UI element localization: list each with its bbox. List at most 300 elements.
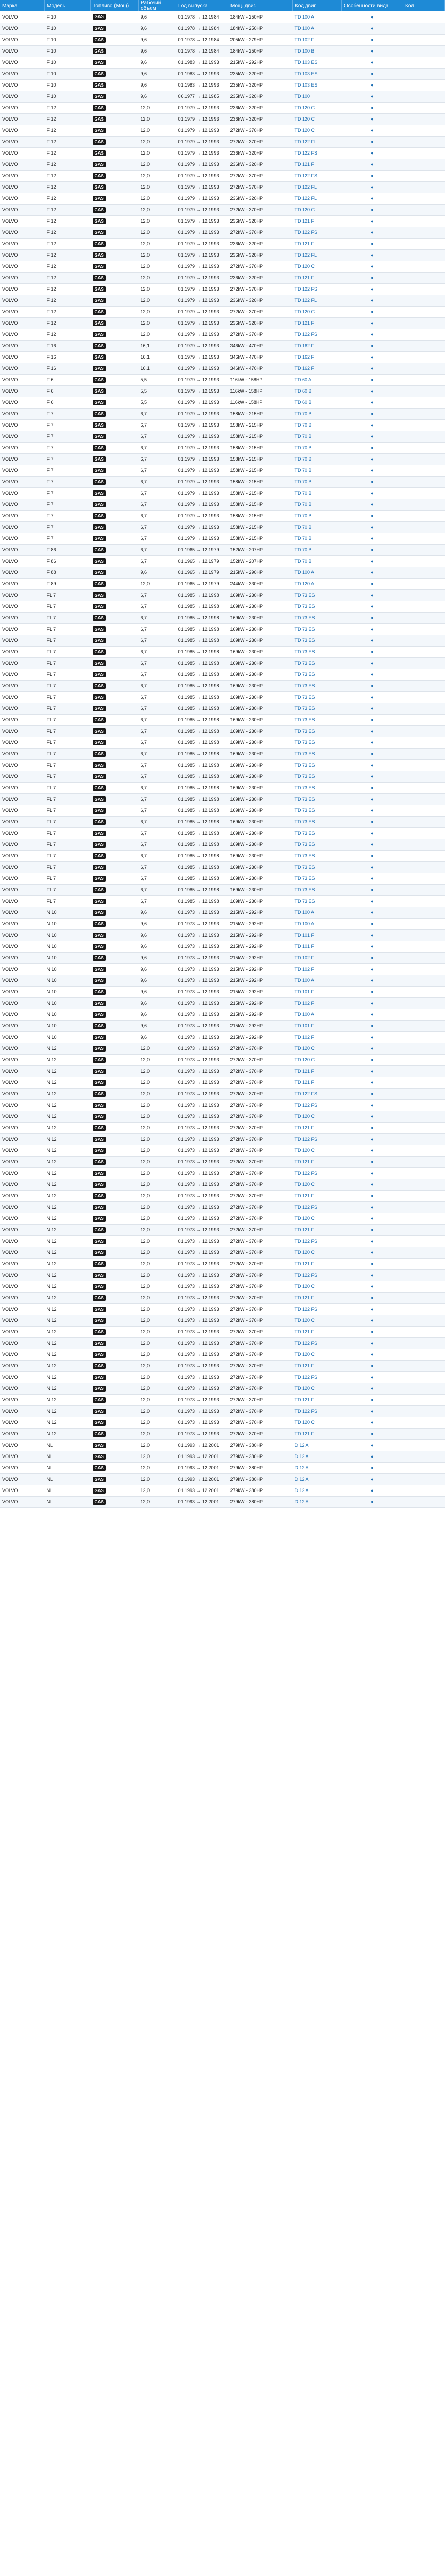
- fuel-cell: [91, 691, 139, 703]
- fuel-badge: GAS: [93, 275, 106, 281]
- table-row: [0, 1428, 445, 1439]
- marker-cell: ●: [342, 703, 403, 714]
- fuel-badge: GAS: [93, 1239, 106, 1244]
- table-row: [0, 408, 445, 419]
- volume-cell: 12,0: [139, 1417, 176, 1428]
- power-cell: 236kW - 320HP: [228, 215, 293, 227]
- engine-code-cell: TD 73 ES: [293, 635, 342, 646]
- volume-cell: 12,0: [139, 1473, 176, 1485]
- note-cell: [403, 601, 445, 612]
- year-cell: 01.1978 → 12.1984: [176, 23, 228, 34]
- year-cell: 01.1979 → 12.1993: [176, 397, 228, 408]
- year-cell: 01.1985 → 12.1998: [176, 657, 228, 669]
- power-cell: 236kW - 320HP: [228, 113, 293, 125]
- volume-cell: 5,5: [139, 385, 176, 397]
- power-cell: 169kW - 230HP: [228, 703, 293, 714]
- note-cell: [403, 805, 445, 816]
- fuel-cell: [91, 340, 139, 351]
- power-cell: 169kW - 230HP: [228, 691, 293, 703]
- note-cell: [403, 793, 445, 805]
- model-cell: FL 7: [45, 680, 91, 691]
- fuel-cell: [91, 1111, 139, 1122]
- marker-cell: ●: [342, 45, 403, 57]
- engine-code-cell: TD 73 ES: [293, 623, 342, 635]
- year-cell: 01.1973 → 12.1993: [176, 986, 228, 997]
- note-cell: [403, 929, 445, 941]
- year-cell: 01.1985 → 12.1998: [176, 873, 228, 884]
- marker-cell: ●: [342, 816, 403, 827]
- marker-cell: ●: [342, 1383, 403, 1394]
- engine-code-cell: TD 73 ES: [293, 703, 342, 714]
- table-row: [0, 680, 445, 691]
- marker-cell: ●: [342, 1428, 403, 1439]
- model-cell: N 12: [45, 1133, 91, 1145]
- brand-cell: VOLVO: [0, 249, 45, 261]
- brand-cell: VOLVO: [0, 1111, 45, 1122]
- note-cell: [403, 1485, 445, 1496]
- fuel-badge: GAS: [93, 1125, 106, 1131]
- volume-cell: 6,7: [139, 793, 176, 805]
- brand-cell: VOLVO: [0, 215, 45, 227]
- fuel-cell: [91, 113, 139, 125]
- marker-cell: ●: [342, 272, 403, 283]
- fuel-cell: [91, 1485, 139, 1496]
- engine-code-cell: TD 122 FS: [293, 329, 342, 340]
- power-cell: 272kW - 370HP: [228, 283, 293, 295]
- table-row: [0, 1292, 445, 1303]
- engine-code-cell: D 12 A: [293, 1473, 342, 1485]
- power-cell: 215kW - 292HP: [228, 1020, 293, 1031]
- engine-code-cell: TD 121 F: [293, 238, 342, 249]
- year-cell: 01.1973 → 12.1993: [176, 1281, 228, 1292]
- year-cell: 01.1973 → 12.1993: [176, 1349, 228, 1360]
- volume-cell: 12,0: [139, 1349, 176, 1360]
- brand-cell: VOLVO: [0, 691, 45, 703]
- table-row: [0, 601, 445, 612]
- note-cell: [403, 57, 445, 68]
- engine-code-cell: TD 73 ES: [293, 657, 342, 669]
- fuel-badge: GAS: [93, 207, 106, 213]
- year-cell: 01.1985 → 12.1998: [176, 816, 228, 827]
- fuel-cell: [91, 442, 139, 453]
- power-cell: 272kW - 370HP: [228, 1099, 293, 1111]
- power-cell: 272kW - 370HP: [228, 1088, 293, 1099]
- fuel-badge: GAS: [93, 967, 106, 972]
- volume-cell: 6,7: [139, 691, 176, 703]
- volume-cell: 12,0: [139, 1077, 176, 1088]
- fuel-cell: [91, 181, 139, 193]
- marker-cell: ●: [342, 215, 403, 227]
- fuel-badge: GAS: [93, 298, 106, 303]
- fuel-cell: [91, 1099, 139, 1111]
- volume-cell: 6,7: [139, 465, 176, 476]
- fuel-cell: [91, 45, 139, 57]
- model-cell: F 89: [45, 578, 91, 589]
- note-cell: [403, 873, 445, 884]
- model-cell: F 7: [45, 533, 91, 544]
- engine-code-cell: TD 121 F: [293, 1394, 342, 1405]
- brand-cell: VOLVO: [0, 884, 45, 895]
- model-cell: N 10: [45, 929, 91, 941]
- table-row: [0, 419, 445, 431]
- note-cell: [403, 317, 445, 329]
- table-row: [0, 759, 445, 771]
- note-cell: [403, 465, 445, 476]
- year-cell: 01.1979 → 12.1993: [176, 147, 228, 159]
- marker-cell: ●: [342, 385, 403, 397]
- table-row: [0, 669, 445, 680]
- table-row: [0, 1462, 445, 1473]
- engine-code-cell: TD 121 F: [293, 215, 342, 227]
- fuel-badge: GAS: [93, 1409, 106, 1414]
- model-cell: N 10: [45, 952, 91, 963]
- power-cell: 272kW - 370HP: [228, 1190, 293, 1201]
- engine-code-cell: TD 120 C: [293, 1145, 342, 1156]
- model-cell: F 7: [45, 419, 91, 431]
- engine-code-cell: TD 102 F: [293, 1031, 342, 1043]
- year-cell: 01.1985 → 12.1998: [176, 623, 228, 635]
- fuel-cell: [91, 1371, 139, 1383]
- engine-code-cell: TD 121 F: [293, 1077, 342, 1088]
- fuel-badge: GAS: [93, 558, 106, 564]
- power-cell: 169kW - 230HP: [228, 714, 293, 725]
- fuel-badge: GAS: [93, 978, 106, 984]
- year-cell: 01.1993 → 12.2001: [176, 1439, 228, 1451]
- brand-cell: VOLVO: [0, 816, 45, 827]
- volume-cell: 12,0: [139, 1167, 176, 1179]
- brand-cell: VOLVO: [0, 283, 45, 295]
- power-cell: 236kW - 320HP: [228, 272, 293, 283]
- table-row: [0, 1043, 445, 1054]
- marker-cell: ●: [342, 635, 403, 646]
- fuel-badge: GAS: [93, 808, 106, 814]
- brand-cell: VOLVO: [0, 952, 45, 963]
- marker-cell: ●: [342, 1099, 403, 1111]
- power-cell: 279kW - 380HP: [228, 1462, 293, 1473]
- model-cell: N 12: [45, 1428, 91, 1439]
- fuel-badge: GAS: [93, 1443, 106, 1448]
- brand-cell: VOLVO: [0, 1428, 45, 1439]
- engine-code-cell: TD 121 F: [293, 1065, 342, 1077]
- marker-cell: ●: [342, 159, 403, 170]
- power-cell: 272kW - 370HP: [228, 1167, 293, 1179]
- table-row: [0, 567, 445, 578]
- brand-cell: VOLVO: [0, 499, 45, 510]
- year-cell: 01.1973 → 12.1993: [176, 1167, 228, 1179]
- year-cell: 01.1979 → 12.1993: [176, 125, 228, 136]
- power-cell: 272kW - 370HP: [228, 204, 293, 215]
- volume-cell: 12,0: [139, 306, 176, 317]
- brand-cell: VOLVO: [0, 1349, 45, 1360]
- fuel-cell: [91, 272, 139, 283]
- power-cell: 272kW - 370HP: [228, 1383, 293, 1394]
- fuel-badge: GAS: [93, 252, 106, 258]
- year-cell: 01.1979 → 12.1993: [176, 283, 228, 295]
- engine-code-cell: TD 73 ES: [293, 669, 342, 680]
- note-cell: [403, 691, 445, 703]
- note-cell: [403, 419, 445, 431]
- volume-cell: 12,0: [139, 1213, 176, 1224]
- engine-code-cell: TD 122 FS: [293, 1235, 342, 1247]
- fuel-badge: GAS: [93, 1341, 106, 1346]
- model-cell: N 10: [45, 975, 91, 986]
- table-row: [0, 578, 445, 589]
- marker-cell: ●: [342, 941, 403, 952]
- brand-cell: VOLVO: [0, 408, 45, 419]
- note-cell: [403, 669, 445, 680]
- power-cell: 272kW - 370HP: [228, 136, 293, 147]
- marker-cell: ●: [342, 249, 403, 261]
- marker-cell: ●: [342, 1043, 403, 1054]
- fuel-badge: GAS: [93, 116, 106, 122]
- model-cell: F 7: [45, 408, 91, 419]
- volume-cell: 9,6: [139, 68, 176, 79]
- note-cell: [403, 1462, 445, 1473]
- power-cell: 169kW - 230HP: [228, 635, 293, 646]
- note-cell: [403, 68, 445, 79]
- volume-cell: 6,7: [139, 827, 176, 839]
- fuel-badge: GAS: [93, 434, 106, 439]
- note-cell: [403, 1371, 445, 1383]
- note-cell: [403, 385, 445, 397]
- fuel-badge: GAS: [93, 264, 106, 269]
- year-cell: 01.1979 → 12.1993: [176, 272, 228, 283]
- note-cell: [403, 193, 445, 204]
- marker-cell: ●: [342, 1111, 403, 1122]
- table-row: [0, 907, 445, 918]
- fuel-badge: GAS: [93, 1069, 106, 1074]
- table-row: [0, 1235, 445, 1247]
- power-cell: 272kW - 370HP: [228, 1111, 293, 1122]
- fuel-badge: GAS: [93, 1307, 106, 1312]
- year-cell: 01.1973 → 12.1993: [176, 1179, 228, 1190]
- marker-cell: ●: [342, 623, 403, 635]
- fuel-badge: GAS: [93, 513, 106, 519]
- model-cell: F 12: [45, 181, 91, 193]
- fuel-badge: GAS: [93, 354, 106, 360]
- fuel-badge: GAS: [93, 1091, 106, 1097]
- volume-cell: 12,0: [139, 295, 176, 306]
- brand-cell: VOLVO: [0, 737, 45, 748]
- year-cell: 01.1979 → 12.1993: [176, 159, 228, 170]
- marker-cell: ●: [342, 1201, 403, 1213]
- note-cell: [403, 1337, 445, 1349]
- fuel-cell: [91, 91, 139, 102]
- note-cell: [403, 1428, 445, 1439]
- power-cell: 272kW - 370HP: [228, 1337, 293, 1349]
- fuel-badge: GAS: [93, 1273, 106, 1278]
- volume-cell: 9,6: [139, 91, 176, 102]
- note-cell: [403, 827, 445, 839]
- table-row: [0, 159, 445, 170]
- table-row: [0, 1099, 445, 1111]
- year-cell: 01.1978 → 12.1984: [176, 34, 228, 45]
- fuel-cell: [91, 249, 139, 261]
- table-row: [0, 816, 445, 827]
- power-cell: 279kW - 380HP: [228, 1485, 293, 1496]
- note-cell: [403, 102, 445, 113]
- power-cell: 272kW - 370HP: [228, 1303, 293, 1315]
- note-cell: [403, 1315, 445, 1326]
- power-cell: 272kW - 370HP: [228, 1043, 293, 1054]
- model-cell: FL 7: [45, 759, 91, 771]
- year-cell: 01.1973 → 12.1993: [176, 1077, 228, 1088]
- table-row: [0, 68, 445, 79]
- brand-cell: VOLVO: [0, 113, 45, 125]
- marker-cell: ●: [342, 431, 403, 442]
- brand-cell: VOLVO: [0, 1043, 45, 1054]
- fuel-cell: [91, 589, 139, 601]
- fuel-badge: GAS: [93, 479, 106, 485]
- volume-cell: 16,1: [139, 351, 176, 363]
- brand-cell: VOLVO: [0, 306, 45, 317]
- volume-cell: 12,0: [139, 1065, 176, 1077]
- model-cell: N 12: [45, 1383, 91, 1394]
- brand-cell: VOLVO: [0, 1485, 45, 1496]
- table-row: [0, 1224, 445, 1235]
- power-cell: 158kW - 215HP: [228, 442, 293, 453]
- year-cell: 01.1985 → 12.1998: [176, 771, 228, 782]
- volume-cell: 6,7: [139, 476, 176, 487]
- brand-cell: VOLVO: [0, 1133, 45, 1145]
- note-cell: [403, 771, 445, 782]
- fuel-badge: GAS: [93, 1329, 106, 1335]
- power-cell: 215kW - 292HP: [228, 986, 293, 997]
- year-cell: 01.1978 → 12.1984: [176, 11, 228, 23]
- power-cell: 279kW - 380HP: [228, 1473, 293, 1485]
- note-cell: [403, 113, 445, 125]
- marker-cell: ●: [342, 170, 403, 181]
- engine-code-cell: TD 73 ES: [293, 873, 342, 884]
- engine-code-cell: TD 101 F: [293, 941, 342, 952]
- marker-cell: ●: [342, 1133, 403, 1145]
- engine-code-cell: TD 120 A: [293, 578, 342, 589]
- year-cell: 01.1979 → 12.1993: [176, 442, 228, 453]
- model-cell: FL 7: [45, 827, 91, 839]
- note-cell: [403, 748, 445, 759]
- table-row: [0, 351, 445, 363]
- note-cell: [403, 555, 445, 567]
- table-row: [0, 1111, 445, 1122]
- marker-cell: ●: [342, 1258, 403, 1269]
- fuel-cell: [91, 703, 139, 714]
- brand-cell: VOLVO: [0, 147, 45, 159]
- engine-code-cell: TD 162 F: [293, 351, 342, 363]
- engine-code-cell: TD 122 FS: [293, 1337, 342, 1349]
- marker-cell: ●: [342, 238, 403, 249]
- engine-code-cell: TD 121 F: [293, 1156, 342, 1167]
- power-cell: 158kW - 215HP: [228, 487, 293, 499]
- volume-cell: 9,6: [139, 975, 176, 986]
- fuel-cell: [91, 23, 139, 34]
- marker-cell: ●: [342, 1179, 403, 1190]
- note-cell: [403, 1281, 445, 1292]
- fuel-badge: GAS: [93, 649, 106, 655]
- fuel-badge: GAS: [93, 762, 106, 768]
- volume-cell: 12,0: [139, 1439, 176, 1451]
- fuel-badge: GAS: [93, 105, 106, 111]
- engine-code-cell: TD 70 B: [293, 419, 342, 431]
- model-cell: N 12: [45, 1213, 91, 1224]
- marker-cell: ●: [342, 1122, 403, 1133]
- engine-code-cell: TD 100: [293, 91, 342, 102]
- year-cell: 01.1979 → 12.1993: [176, 385, 228, 397]
- column-header: Особенности вида: [342, 0, 403, 11]
- fuel-cell: [91, 1179, 139, 1190]
- note-cell: [403, 1247, 445, 1258]
- fuel-cell: [91, 850, 139, 861]
- model-cell: F 12: [45, 249, 91, 261]
- brand-cell: VOLVO: [0, 1179, 45, 1190]
- engine-code-cell: TD 122 FL: [293, 295, 342, 306]
- fuel-cell: [91, 453, 139, 465]
- fuel-badge: GAS: [93, 150, 106, 156]
- fuel-badge: GAS: [93, 332, 106, 337]
- brand-cell: VOLVO: [0, 771, 45, 782]
- engine-code-cell: TD 70 B: [293, 431, 342, 442]
- fuel-badge: GAS: [93, 309, 106, 315]
- marker-cell: ●: [342, 929, 403, 941]
- model-cell: F 12: [45, 329, 91, 340]
- note-cell: [403, 1111, 445, 1122]
- fuel-badge: GAS: [93, 524, 106, 530]
- power-cell: 272kW - 370HP: [228, 1201, 293, 1213]
- table-body: [0, 11, 445, 1507]
- model-cell: N 12: [45, 1394, 91, 1405]
- model-cell: F 7: [45, 442, 91, 453]
- column-header: Топливо (Мощ): [91, 0, 139, 11]
- brand-cell: VOLVO: [0, 635, 45, 646]
- column-header: Кол: [403, 0, 445, 11]
- marker-cell: ●: [342, 113, 403, 125]
- note-cell: [403, 1405, 445, 1417]
- volume-cell: 6,7: [139, 442, 176, 453]
- model-cell: FL 7: [45, 861, 91, 873]
- model-cell: N 12: [45, 1224, 91, 1235]
- volume-cell: 16,1: [139, 363, 176, 374]
- brand-cell: VOLVO: [0, 1473, 45, 1485]
- power-cell: 215kW - 292HP: [228, 997, 293, 1009]
- engine-code-cell: TD 122 FS: [293, 1201, 342, 1213]
- fuel-badge: GAS: [93, 1250, 106, 1256]
- power-cell: 169kW - 230HP: [228, 646, 293, 657]
- fuel-cell: [91, 941, 139, 952]
- year-cell: 01.1979 → 12.1993: [176, 215, 228, 227]
- table-row: [0, 1371, 445, 1383]
- fuel-badge: GAS: [93, 740, 106, 745]
- brand-cell: VOLVO: [0, 170, 45, 181]
- table-row: [0, 306, 445, 317]
- power-cell: 169kW - 230HP: [228, 827, 293, 839]
- power-cell: 169kW - 230HP: [228, 816, 293, 827]
- fuel-cell: [91, 1020, 139, 1031]
- note-cell: [403, 23, 445, 34]
- engine-code-cell: TD 122 FS: [293, 283, 342, 295]
- brand-cell: VOLVO: [0, 102, 45, 113]
- marker-cell: ●: [342, 521, 403, 533]
- engine-code-cell: TD 102 F: [293, 952, 342, 963]
- volume-cell: 6,7: [139, 623, 176, 635]
- volume-cell: 12,0: [139, 1496, 176, 1507]
- brand-cell: VOLVO: [0, 385, 45, 397]
- fuel-badge: GAS: [93, 1420, 106, 1426]
- volume-cell: 6,7: [139, 499, 176, 510]
- volume-cell: 12,0: [139, 193, 176, 204]
- table-row: [0, 1315, 445, 1326]
- power-cell: 184kW - 250HP: [228, 45, 293, 57]
- note-cell: [403, 45, 445, 57]
- marker-cell: ●: [342, 487, 403, 499]
